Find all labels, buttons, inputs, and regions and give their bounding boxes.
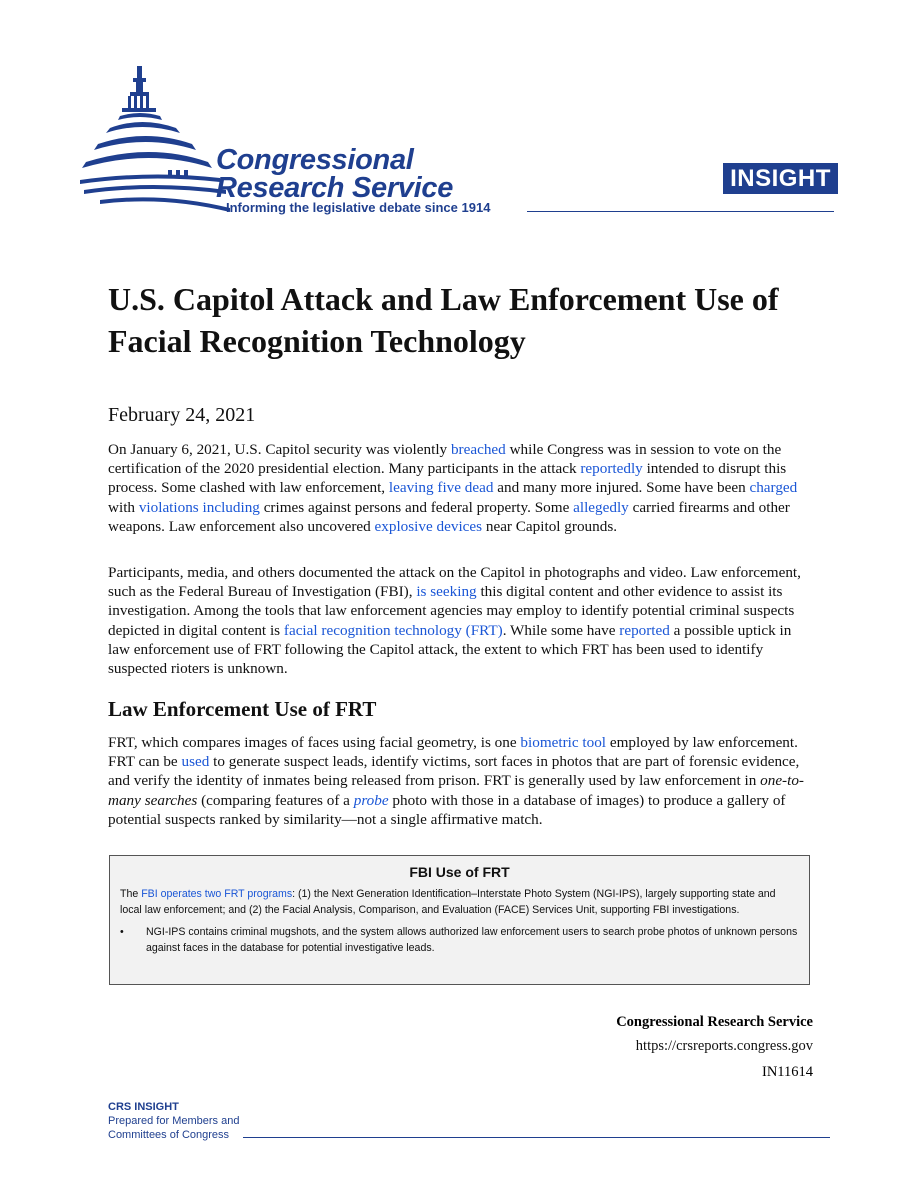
link-facial-recognition-technology[interactable]: facial recognition technology (FRT) (283, 621, 503, 639)
capitol-dome-logo (80, 66, 230, 216)
link-leaving-five-dead[interactable]: leaving five dead (388, 479, 494, 497)
text-span: to generate suspect leads, identify victims, sort faces in photos that are part of forensic evidence, and verify the identity of inmates being released from prison. FRT is generally used by law enforcement in (108, 753, 800, 790)
link-charged[interactable]: charged (749, 479, 798, 497)
insight-badge: INSIGHT (723, 163, 838, 194)
link-reportedly[interactable]: reportedly (580, 460, 643, 478)
tagline: Informing the legislative debate since 1914 (226, 200, 491, 215)
prepared-for-line1: Prepared for Members and (108, 1115, 240, 1127)
text-span: Participants, media, and others documented the attack on the Capitol in photographs and video. Law enforcement, such as the Federal Bureau of Investigation (FBI), (108, 564, 801, 601)
link-allegedly[interactable]: allegedly (573, 498, 629, 516)
text-span: On January 6, 2021, U.S. Capitol security was violently (108, 441, 451, 458)
text-span: The (120, 888, 142, 900)
org-name (216, 146, 453, 202)
text-span: and many more injured. Some have been (493, 479, 750, 497)
text-span: employed by law enforcement. FRT can be (108, 734, 798, 771)
org-name-line2: Research Service (216, 172, 454, 204)
box-paragraph (120, 886, 799, 918)
link-is-seeking[interactable]: is seeking (416, 583, 477, 601)
link-reported[interactable]: reported (619, 621, 670, 639)
paragraph-3 (108, 733, 808, 829)
link-breached[interactable]: breached (450, 441, 506, 458)
footer-crs-insight (108, 1100, 239, 1142)
text-span: while Congress was in session to vote on the certification of the 2020 presidential election. Many participants in the attack (108, 441, 782, 478)
box-bullet-text: NGI-IPS contains criminal mugshots, and the system allows authorized law enforcement users to search probe photos of unknown persons against faces in the database for potential investigative leads. (146, 926, 798, 954)
link-fbi-operates-two-frt-programs[interactable]: FBI operates two FRT programs (141, 888, 293, 900)
org-name-line1: Congressional (216, 144, 414, 176)
paragraph-2 (108, 563, 808, 678)
report-id: IN11614 (761, 1064, 813, 1080)
text-span: a possible uptick in law enforcement use of FRT following the Capitol attack, the extent to which FRT has been used to identify suspected rioters is unknown. (108, 621, 792, 678)
text-span: crimes against persons and federal property. Some (259, 498, 574, 516)
prepared-for-line2: Committees of Congress (108, 1129, 230, 1141)
text-span: carried firearms and other weapons. Law enforcement also uncovered (108, 498, 790, 535)
box-title: FBI Use of FRT (409, 864, 510, 880)
text-span: : (1) the Next Generation Identification–Interstate Photo System (NGI-IPS), largely supporting state and local law enforcement; and (2) the Facial Analysis, Comparison, and Evaluation (FACE) Services Unit, supporting FBI investigations. (120, 888, 776, 916)
link-used[interactable]: used (181, 753, 210, 771)
text-span: FRT, which compares images of faces using facial geometry, is one (108, 734, 521, 751)
section-heading: Law Enforcement Use of FRT (108, 697, 377, 721)
text-span: (comparing features of a (197, 791, 354, 809)
text-span: intended to disrupt this process. Some clashed with law enforcement, (108, 460, 787, 497)
paragraph-1 (108, 440, 808, 536)
text-span: near Capitol grounds. (482, 517, 618, 535)
tagline-rule (527, 211, 834, 212)
text-span: . While some have (502, 621, 620, 639)
footer-url-link[interactable]: https://crsreports.congress.gov (635, 1038, 813, 1054)
link-probe[interactable]: probe (353, 791, 389, 809)
link-biometric-tool[interactable]: biometric tool (520, 734, 607, 751)
text-span: photo with those in a database of images) to produce a gallery of potential suspects ranked by similarity—not a single affirmative match. (108, 791, 786, 828)
crs-insight-label: CRS INSIGHT (108, 1101, 179, 1113)
link-violations-including[interactable]: violations including (138, 498, 260, 516)
footer-rule (243, 1137, 830, 1138)
fbi-frt-sidebar-box (109, 855, 810, 985)
italic-term: one-to-many searches (108, 772, 804, 809)
link-explosive-devices[interactable]: explosive devices (374, 517, 483, 535)
text-span: this digital content and other evidence to assist its investigation. Among the tools that law enforcement agencies may employ to identify potential criminal suspects depicted in digital content is (108, 583, 795, 639)
text-span: with (108, 498, 139, 516)
page-title: U.S. Capitol Attack and Law Enforcement Use of Facial Recognition Technology (108, 281, 779, 359)
box-bullet-item (120, 924, 799, 956)
bullet-icon: • (120, 926, 124, 938)
footer-org: Congressional Research Service (616, 1014, 813, 1030)
publication-date: February 24, 2021 (108, 404, 256, 426)
